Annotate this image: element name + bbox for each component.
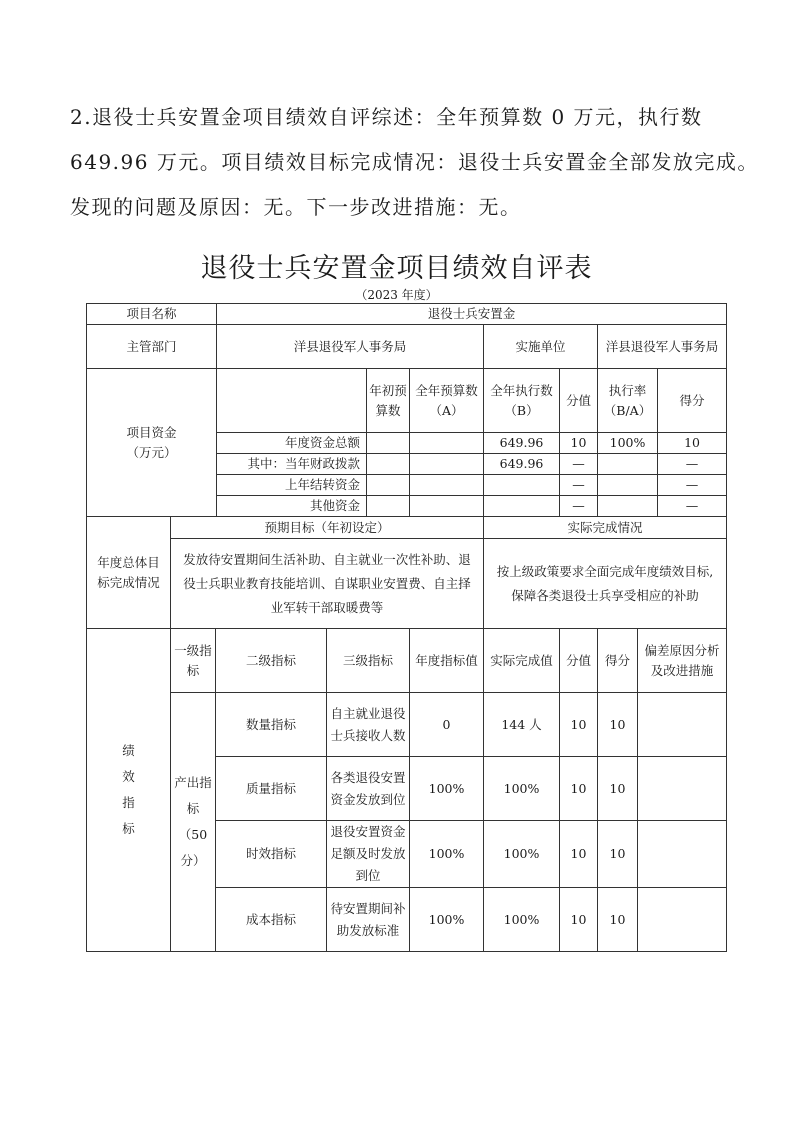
funds-label-line: 项目资金 (126, 424, 177, 440)
funds-row-name: 其他资金 (217, 496, 367, 517)
funds-weight: 10 (560, 433, 598, 454)
indicator-header: 实际完成值 (484, 629, 560, 693)
impl-value: 洋县退役军人事务局 (598, 325, 727, 369)
indicator-weight: 10 (560, 888, 598, 952)
indicator-row (87, 693, 727, 757)
indicator-remark (638, 693, 727, 757)
funds-executed (484, 475, 560, 496)
funds-row-name: 年度资金总额 (217, 433, 367, 454)
intro-line: 发现的问题及原因：无。下一步改进措施：无。 (70, 195, 522, 219)
goals-expected-header: 预期目标（年初设定） (171, 517, 484, 539)
funds-row-name: 上年结转资金 (217, 475, 367, 496)
funds-rate (598, 496, 658, 517)
funds-header: 全年预算数（A） (410, 369, 484, 433)
basic-funds-table (86, 303, 727, 517)
funds-rate: 100% (598, 433, 658, 454)
funds-score: — (658, 454, 727, 475)
year-label: （2023 年度） (355, 288, 438, 302)
intro-paragraph (70, 95, 759, 230)
indicator-remark (638, 821, 727, 888)
funds-header: 执行率（B/A） (598, 369, 658, 433)
funds-row-name: 其中：当年财政拨款 (217, 454, 367, 475)
indicator-level2: 数量指标 (216, 693, 327, 757)
funds-executed (484, 496, 560, 517)
indicators-table (86, 628, 727, 952)
indicator-header: 年度指标值 (410, 629, 484, 693)
funds-score: 10 (658, 433, 727, 454)
indicator-weight: 10 (560, 693, 598, 757)
dept-value: 洋县退役军人事务局 (217, 325, 484, 369)
indicator-target: 100% (410, 888, 484, 952)
funds-header-blank (217, 369, 367, 433)
table-title: 退役士兵安置金项目绩效自评表 (200, 253, 593, 284)
funds-weight: — (560, 475, 598, 496)
indicator-remark (638, 757, 727, 821)
funds-budget (410, 496, 484, 517)
funds-label-line: （万元） (126, 444, 177, 460)
indicator-remark (638, 888, 727, 952)
impl-label: 实施单位 (484, 325, 598, 369)
funds-budget (410, 433, 484, 454)
goals-actual: 按上级政策要求全面完成年度绩效目标,保障各类退役士兵享受相应的补助 (484, 539, 727, 629)
indicator-level3: 退役安置资金足额及时发放到位 (327, 821, 410, 888)
indicator-level3: 各类退役安置资金发放到位 (327, 757, 410, 821)
indicator-weight: 10 (560, 821, 598, 888)
funds-score: — (658, 496, 727, 517)
goals-label: 年度总体目标完成情况 (87, 517, 171, 629)
funds-initial (367, 454, 410, 475)
funds-header: 分值 (560, 369, 598, 433)
indicator-score: 10 (598, 888, 638, 952)
indicator-actual: 100% (484, 888, 560, 952)
indicator-score: 10 (598, 693, 638, 757)
indicator-header: 得分 (598, 629, 638, 693)
funds-executed: 649.96 (484, 433, 560, 454)
funds-budget (410, 454, 484, 475)
indicator-actual: 144 人 (484, 693, 560, 757)
project-name-label: 项目名称 (87, 304, 217, 325)
indicator-header: 偏差原因分析及改进措施 (638, 629, 727, 693)
intro-line: 2.退役士兵安置金项目绩效自评综述：全年预算数 0 万元，执行数 (70, 105, 703, 129)
indicator-score: 10 (598, 821, 638, 888)
funds-budget (410, 475, 484, 496)
indicator-level1: 产出指标（50分） (171, 693, 216, 952)
funds-weight: — (560, 454, 598, 475)
indicator-level3: 待安置期间补助发放标准 (327, 888, 410, 952)
funds-score: — (658, 475, 727, 496)
indicator-header: 三级指标 (327, 629, 410, 693)
intro-line: 649.96 万元。项目绩效目标完成情况：退役士兵安置金全部发放完成。 (70, 150, 759, 174)
indicator-target: 0 (410, 693, 484, 757)
indicator-header: 一级指标 (171, 629, 216, 693)
goals-table (86, 516, 727, 629)
funds-executed: 649.96 (484, 454, 560, 475)
indicator-actual: 100% (484, 757, 560, 821)
funds-header: 全年执行数（B） (484, 369, 560, 433)
indicators-label (87, 629, 171, 952)
indicator-level2: 时效指标 (216, 821, 327, 888)
dept-label: 主管部门 (87, 325, 217, 369)
indicator-actual: 100% (484, 821, 560, 888)
indicator-weight: 10 (560, 757, 598, 821)
funds-rate (598, 475, 658, 496)
funds-label (87, 369, 217, 517)
indicator-level2: 质量指标 (216, 757, 327, 821)
goals-actual-header: 实际完成情况 (484, 517, 727, 539)
indicator-level3: 自主就业退役士兵接收人数 (327, 693, 410, 757)
goals-expected: 发放待安置期间生活补助、自主就业一次性补助、退役士兵职业教育技能培训、自谋职业安置费、自主择业军转干部取暖费等 (171, 539, 484, 629)
funds-initial (367, 496, 410, 517)
indicator-score: 10 (598, 757, 638, 821)
indicator-target: 100% (410, 757, 484, 821)
funds-header: 年初预算数 (367, 369, 410, 433)
funds-initial (367, 433, 410, 454)
indicator-target: 100% (410, 821, 484, 888)
funds-header: 得分 (658, 369, 727, 433)
funds-rate (598, 454, 658, 475)
indicator-header: 分值 (560, 629, 598, 693)
funds-weight: — (560, 496, 598, 517)
indicator-level2: 成本指标 (216, 888, 327, 952)
indicator-header: 二级指标 (216, 629, 327, 693)
project-name-value: 退役士兵安置金 (217, 304, 727, 325)
funds-initial (367, 475, 410, 496)
indicators-label-text: 绩效指标 (122, 743, 135, 836)
